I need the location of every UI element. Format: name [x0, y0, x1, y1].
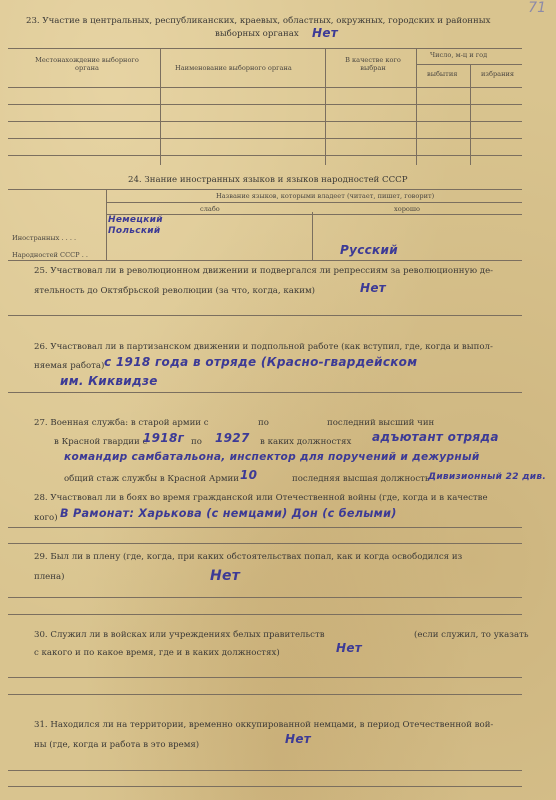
s27-from: 1918г: [143, 431, 185, 445]
s23-answer: Нет: [312, 26, 339, 40]
s30-answer: Нет: [336, 641, 363, 655]
s24-weak: слабо: [200, 205, 220, 213]
s23-col-left: избрания: [481, 70, 515, 78]
table-rule: [106, 214, 522, 215]
table-divider: [325, 48, 326, 165]
answer-line: [8, 392, 522, 393]
s26-answer-1: с 1918 года в отряде (Красно-гвардейском: [104, 355, 418, 369]
s30-question-line1: 30. Служил ли в войсках или учреждениях белых правительств: [34, 630, 325, 640]
s29-question-line1: 29. Был ли в плену (где, когда, при каких обстоятельствах попал, как и когда освободился из: [34, 552, 463, 562]
s24-foreign-label: Иностранных . . . .: [12, 234, 77, 242]
s27-red-guard: в Красной гвардии с: [54, 437, 148, 447]
s23-col-capacity: В качестве кого выбран: [345, 56, 401, 72]
s31-question-line2: ны (где, когда и работа в это время): [34, 740, 200, 750]
s30-question-line1b: (если служил, то указать: [414, 630, 529, 640]
s27-position-2: командир самбатальона, инспектор для поручений и дежурный: [64, 451, 480, 463]
table-divider: [470, 64, 471, 165]
s29-answer: Нет: [210, 568, 241, 584]
s23-question-line1: 23. Участие в центральных, республиканских, краевых, областных, окружных, городских и районных: [26, 16, 491, 26]
s27-old-army: 27. Военная служба: в старой армии с: [34, 418, 209, 428]
s23-col-name: Наименование выборного органа: [175, 64, 292, 72]
s28-answer: В Рамонат: Харькова (с немцами) Дон (с белыми): [60, 507, 397, 520]
s27-positions-label: в каких должностях: [260, 437, 352, 447]
s24-table-bottom: [8, 260, 522, 261]
table-rule: [8, 155, 522, 156]
s24-ussr-label: Народностей СССР . .: [12, 251, 88, 259]
table-divider: [312, 212, 313, 260]
s26-answer-2: им. Киквидзе: [60, 374, 158, 388]
answer-line: [8, 694, 522, 695]
s23-col-location: Местонахождение выборного органа: [35, 56, 139, 72]
s23-table-header-bottom: [8, 87, 522, 88]
s27-position-1: адъютант отряда: [372, 430, 499, 444]
s23-question-line2: выборных органах: [215, 29, 299, 39]
answer-line: [8, 543, 522, 544]
answer-line: [8, 597, 522, 598]
s24-title: 24. Знание иностранных языков и языков народностей СССР: [128, 175, 408, 185]
s24-table-top: [8, 189, 522, 190]
s31-answer: Нет: [285, 732, 312, 746]
s23-col-elected: выбытия: [427, 70, 458, 78]
s27-total-service: общий стаж службы в Красной Армии: [64, 474, 240, 484]
s27-last-position: Дивизионный 22 див.: [428, 472, 547, 482]
s29-question-line2: плена): [34, 572, 65, 582]
s23-table-top: [8, 48, 522, 49]
table-rule: [8, 121, 522, 122]
s27-last-position-label: последняя высшая должность: [292, 474, 430, 484]
s24-header: Название языков, которыми владеет (читает, пишет, говорит): [216, 192, 435, 200]
table-rule: [8, 104, 522, 105]
answer-line: [8, 527, 522, 528]
s24-good: хорошо: [394, 205, 420, 213]
table-divider: [160, 48, 161, 165]
s24-foreign-weak: Немецкий: [108, 215, 163, 225]
table-divider: [106, 189, 107, 260]
s25-question-line1: 25. Участвовал ли в революционном движении и подвергался ли репрессиям за революционную де-: [34, 266, 494, 276]
s31-question-line1: 31. Находился ли на территории, временно оккупированной немцами, в период Отечественной вой-: [34, 720, 494, 730]
table-rule: [416, 64, 522, 65]
s24-ussr-good: Русский: [340, 243, 398, 257]
s27-red-guard-to: по: [191, 437, 202, 447]
s24-foreign-weak-2: Польский: [108, 226, 161, 236]
answer-line: [8, 614, 522, 615]
table-rule: [8, 138, 522, 139]
table-divider: [416, 48, 417, 165]
s27-old-army-to: по: [258, 418, 269, 428]
s25-question-line2: ятельность до Октябрьской революции (за что, когда, каким): [34, 286, 316, 296]
s27-last-rank: последний высший чин: [327, 418, 435, 428]
answer-line: [8, 315, 522, 316]
s30-question-line2: с какого и по какое время, где и в каких должностях): [34, 648, 280, 658]
s26-question-line1: 26. Участвовал ли в партизанском движении и подпольной работе (как вступил, где, когда и выпол-: [34, 342, 493, 352]
answer-line: [8, 786, 522, 787]
s27-to: 1927: [215, 431, 250, 445]
s25-answer: Нет: [360, 281, 387, 295]
answer-line: [8, 770, 522, 771]
s27-years: 10: [240, 468, 258, 482]
s28-question-line2: кого): [34, 513, 58, 523]
table-rule: [106, 202, 522, 203]
s28-question-line1: 28. Участвовал ли в боях во время гражданской или Отечественной войны (где, когда и в качестве: [34, 493, 488, 503]
s26-question-line2: няемая работа): [34, 361, 105, 371]
page-number: 71: [528, 0, 546, 16]
answer-line: [8, 677, 522, 678]
s23-col-year: Число, м-ц и год: [430, 51, 488, 59]
